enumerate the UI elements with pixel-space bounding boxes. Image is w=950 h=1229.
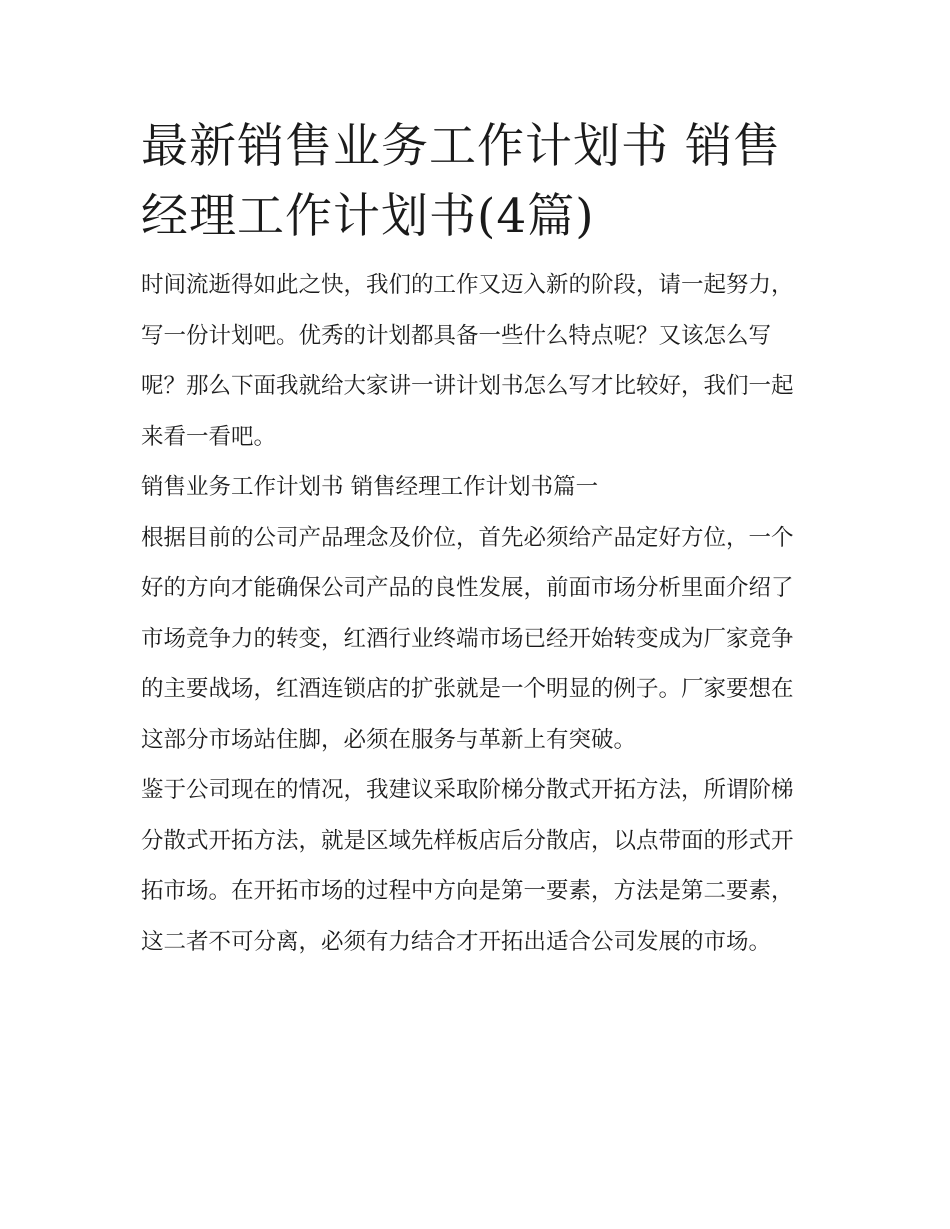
section-heading: 销售业务工作计划书 销售经理工作计划书篇一 bbox=[141, 474, 599, 500]
document-page bbox=[141, 112, 813, 967]
document-title: 最新销售业务工作计划书 销售经理工作计划书(4篇) bbox=[141, 119, 781, 244]
body-paragraph-2: 鉴于公司现在的情况，我建议采取阶梯分散式开拓方法，所谓阶梯分散式开拓方法，就是区域先样板店后分散店，以点带面的形式开拓市场。在开拓市场的过程中方向是第一要素，方法是第二要素，这二者不可分离，必须有力结合才开拓出适合公司发展的市场。 bbox=[141, 777, 794, 955]
body-paragraph-1: 根据目前的公司产品理念及价位，首先必须给产品定好方位，一个好的方向才能确保公司产品的良性发展，前面市场分析里面介绍了市场竞争力的转变，红酒行业终端市场已经开始转变成为厂家竞争的主要战场，红酒连锁店的扩张就是一个明显的例子。厂家要想在这部分市场站住脚，必须在服务与革新上有突破。 bbox=[141, 524, 794, 753]
intro-paragraph: 时间流逝得如此之快，我们的工作又迈入新的阶段，请一起努力，写一份计划吧。优秀的计划都具备一些什么特点呢？又该怎么写呢？那么下面我就给大家讲一讲计划书怎么写才比较好，我们一起来看一看吧。 bbox=[141, 272, 794, 450]
